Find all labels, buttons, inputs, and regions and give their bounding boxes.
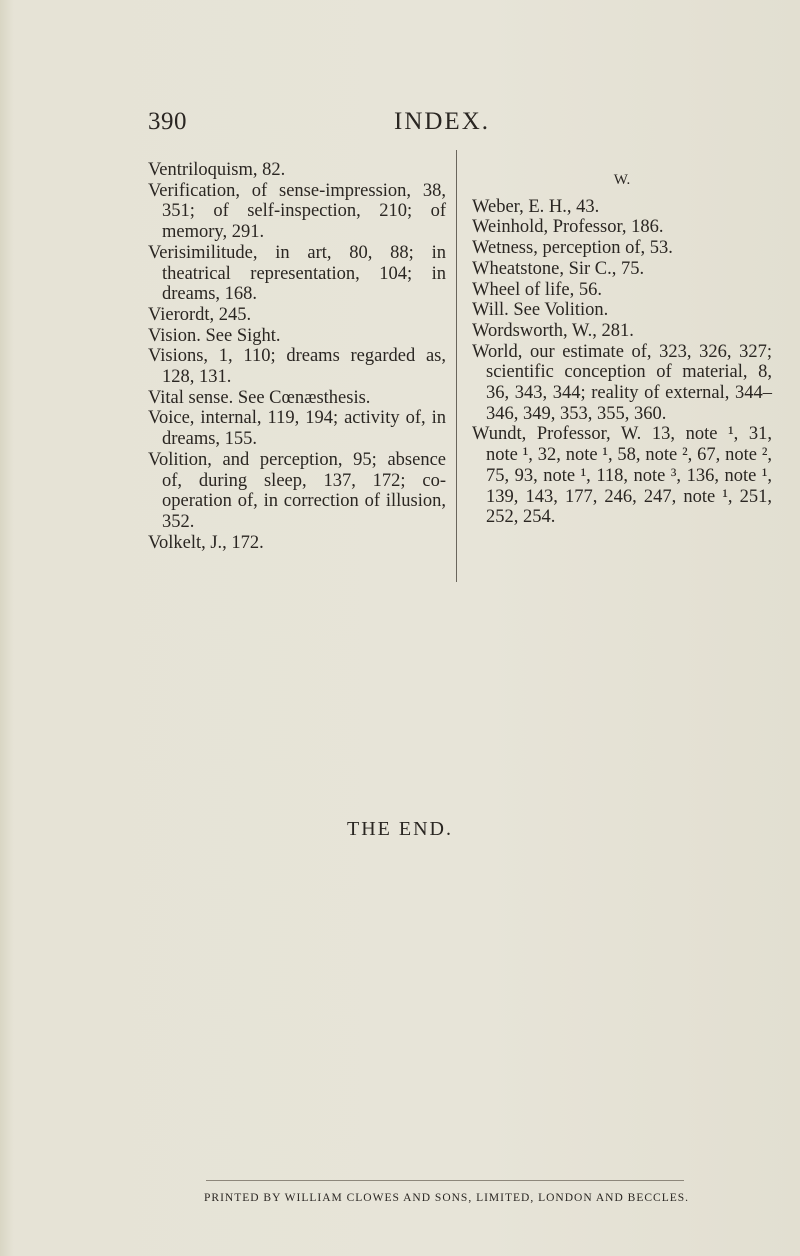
index-entry: Vision. See Sight.: [148, 325, 281, 346]
page-number: 390: [148, 108, 187, 135]
index-column-right: [472, 170, 772, 528]
index-entry: Wheel of life, 56.: [472, 279, 602, 300]
index-entry: Wheatstone, Sir C., 75.: [472, 258, 645, 279]
index-column-left: [148, 160, 446, 553]
index-entry: Vital sense. See Cœnæsthesis.: [148, 387, 371, 408]
index-entry: Ventriloquism, 82.: [148, 160, 286, 180]
index-entry: Voice, internal, 119, 194; activity of, in dreams, 155.: [148, 408, 446, 450]
index-entry: Weber, E. H., 43.: [472, 196, 600, 217]
index-entry: Wetness, perception of, 53.: [472, 238, 673, 259]
index-entry: Weinhold, Professor, 186.: [472, 217, 664, 238]
printer-imprint: PRINTED BY WILLIAM CLOWES AND SONS, LIMITED, LONDON AND BECCLES.: [204, 1192, 690, 1204]
column-divider: [456, 150, 457, 582]
index-entry: Verification, of sense-impression, 38, 351; of self-inspection, 210; of memory, 291.: [148, 180, 446, 243]
running-head: INDEX.: [394, 108, 491, 135]
index-entry: Wundt, Professor, W. 13, note ¹, 31, note ¹, 32, note ¹, 58, note ², 67, note ², 75, 93, note ¹, 118, note ³, 136, note ¹, 139, 143, 177, 246, 247, note ¹, 251, 252, 254.: [472, 424, 772, 528]
index-entry: Verisimilitude, in art, 80, 88; in theatrical representation, 104; in dreams, 168.: [148, 242, 446, 305]
index-entry: Visions, 1, 110; dreams regarded as, 128, 131.: [148, 346, 446, 388]
index-entry: Will. See Volition.: [472, 300, 609, 321]
closing-text: THE END.: [347, 818, 453, 840]
index-entry: Volition, and perception, 95; absence of, during sleep, 137, 172; co-operation of, in correction of illusion, 352.: [148, 449, 446, 532]
index-entry: Wordsworth, W., 281.: [472, 320, 634, 341]
index-entry: Volkelt, J., 172.: [148, 532, 264, 553]
section-letter: W.: [613, 172, 631, 188]
divider-rule: [206, 1180, 684, 1181]
page-header: [148, 108, 668, 140]
index-entry: Vierordt, 245.: [148, 304, 252, 325]
index-entry: World, our estimate of, 323, 326, 327; scientific conception of material, 8, 36, 343, 344; reality of external, 344–346, 349, 353, 355, 360.: [472, 341, 772, 424]
